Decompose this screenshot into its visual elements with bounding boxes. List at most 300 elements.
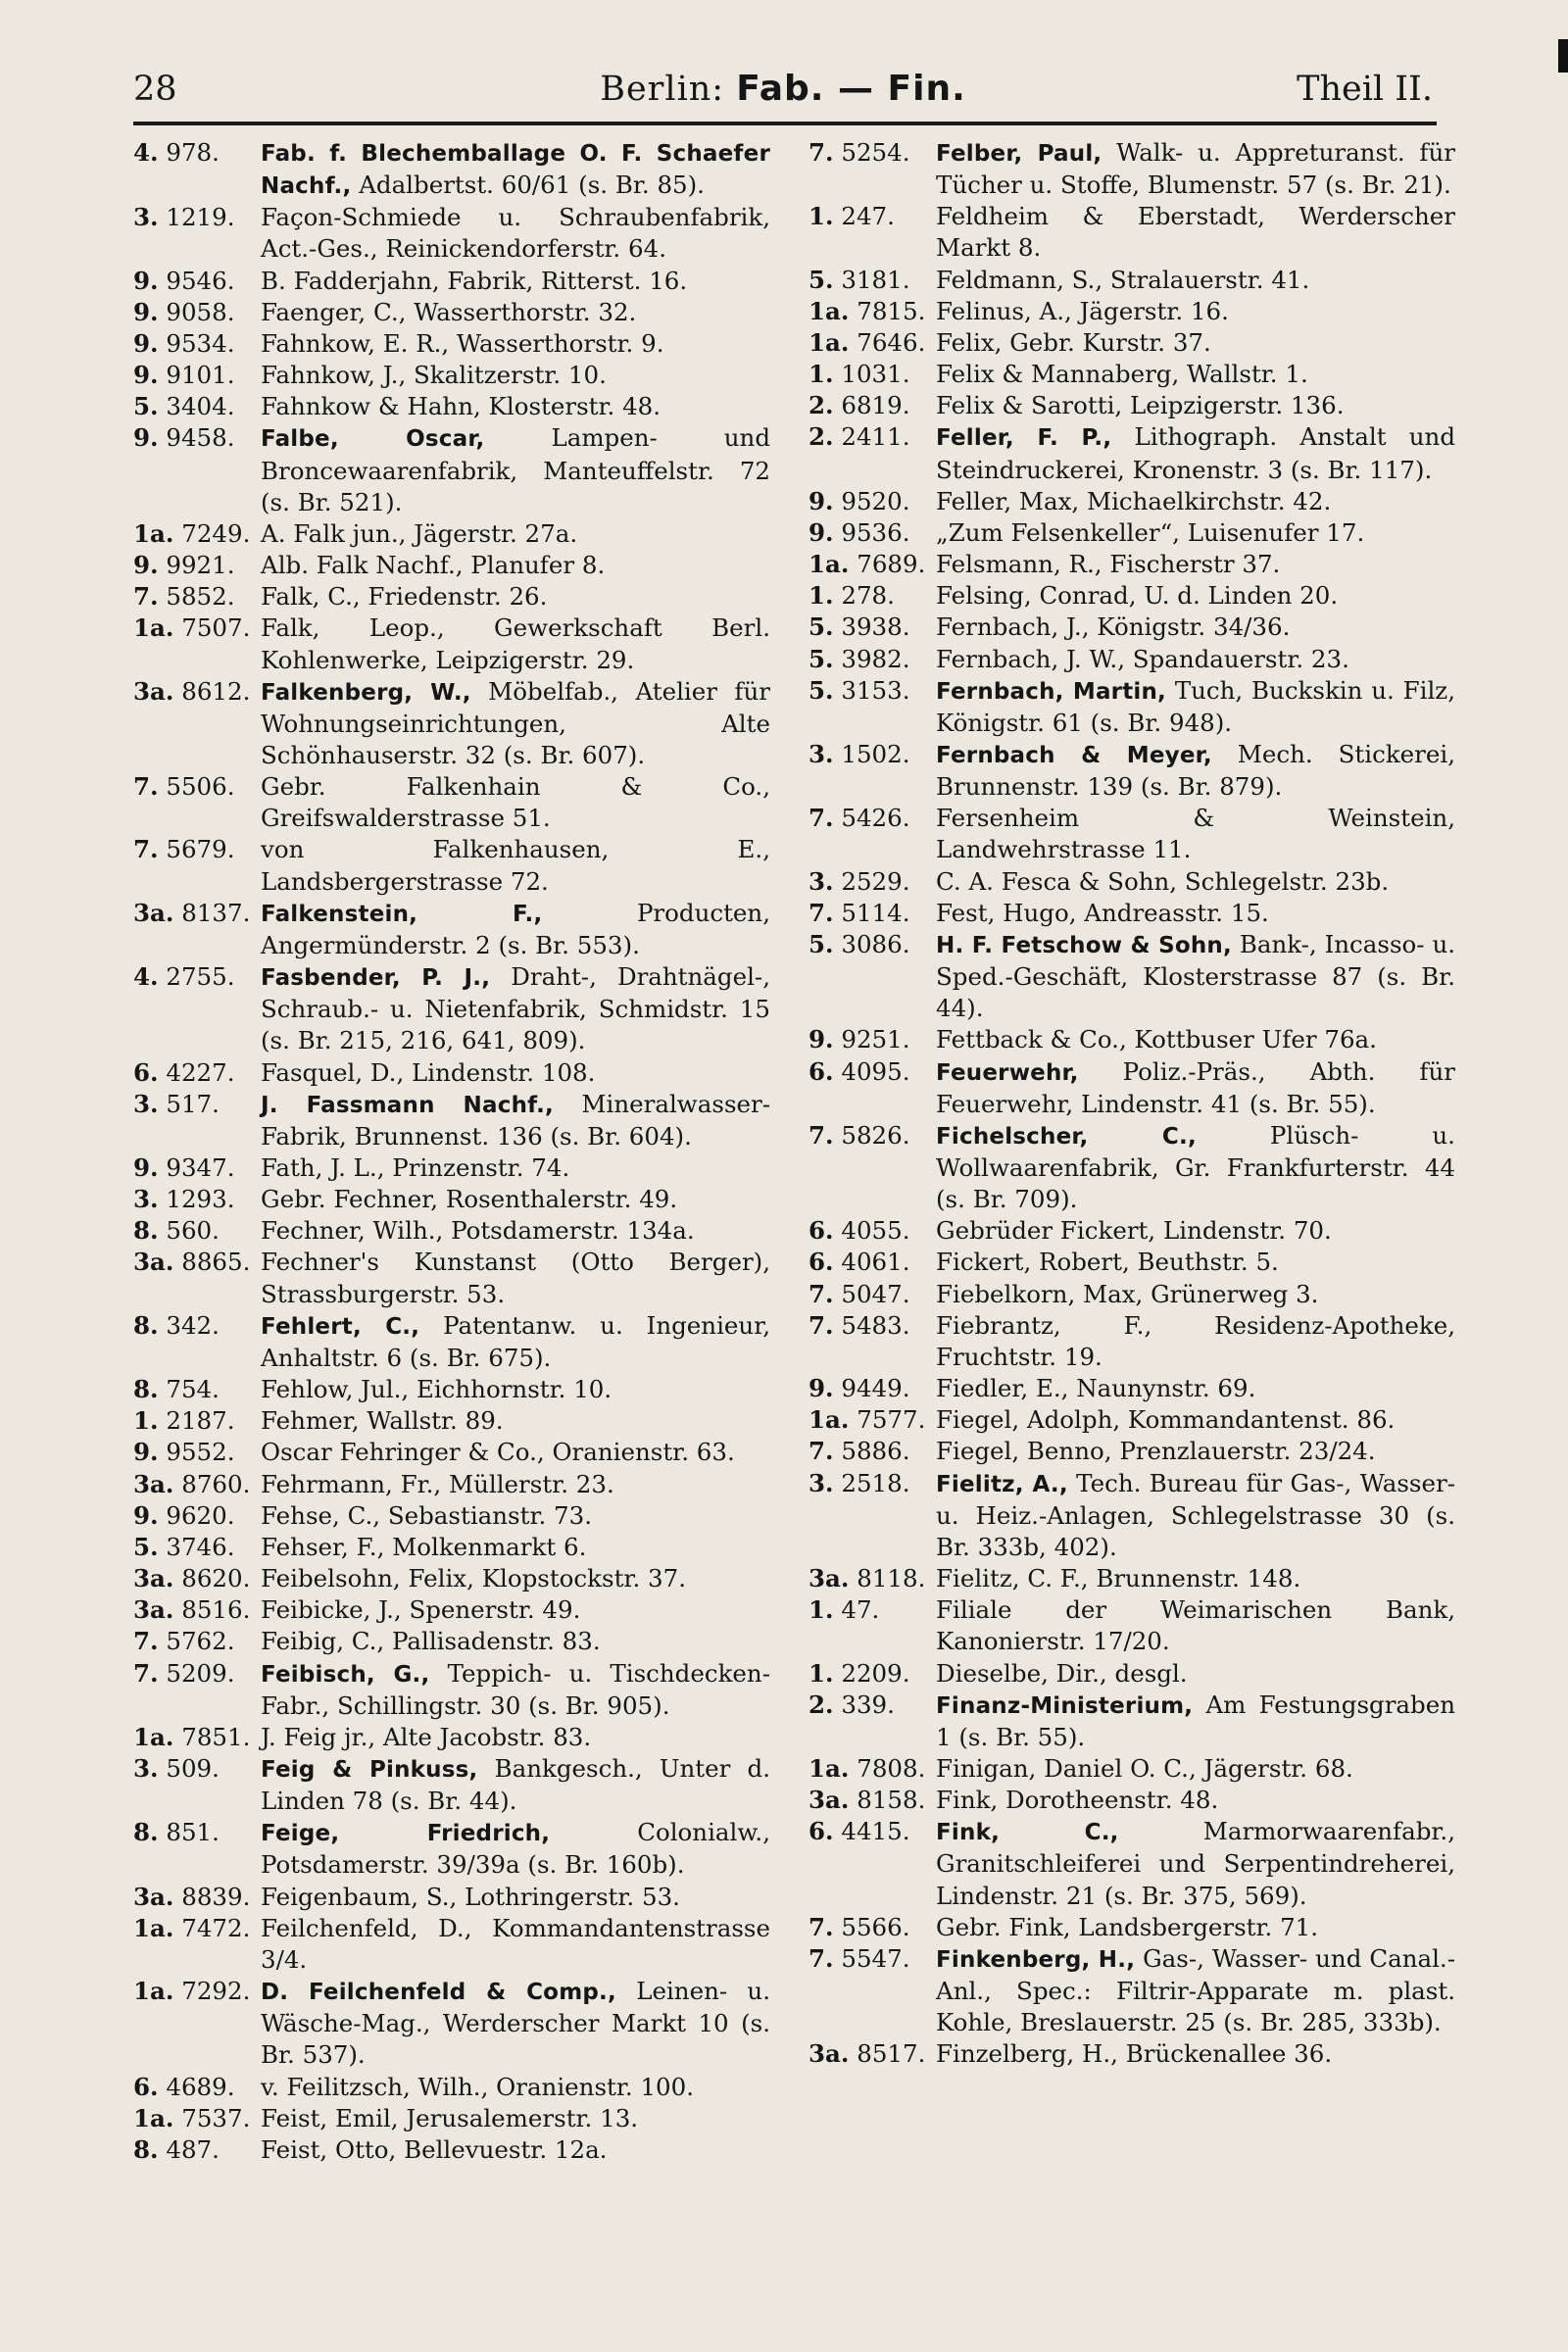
phone-number: 7507. xyxy=(181,613,251,643)
entry-details: Gebr. Fechner, Rosenthalerstr. 49. xyxy=(261,1185,678,1214)
running-title xyxy=(133,65,1433,114)
district-code: 7. xyxy=(133,835,159,864)
entry-number xyxy=(133,1437,253,1468)
phone-number: 9347. xyxy=(166,1153,235,1182)
entry-number xyxy=(133,1184,253,1215)
directory-entry xyxy=(133,1626,770,1657)
entry-details: Möbelfab., Atelier für Wohnungseinrichtungen, Alte Schönhauserstr. 32 (s. Br. 607). xyxy=(261,676,770,769)
part-label: Theil II. xyxy=(1297,70,1433,109)
entry-text xyxy=(936,1215,1455,1247)
entry-bold-name: Fichelscher, C., xyxy=(936,1123,1197,1150)
district-code: 7. xyxy=(808,1279,834,1308)
entry-number xyxy=(133,771,253,803)
entry-details: Falk, C., Friedenstr. 26. xyxy=(261,582,548,612)
directory-entry xyxy=(133,391,770,422)
entry-details: Fehrmann, Fr., Müllerstr. 23. xyxy=(261,1469,614,1498)
district-code: 1. xyxy=(808,581,834,611)
entry-details: Lampen- und Broncewaarenfabrik, Manteuffelstr. 72 (s. Br. 521). xyxy=(261,423,770,516)
entry-details: Feilchenfeld, D., Kommandantenstrasse 3/4. xyxy=(261,1913,770,1974)
entry-text xyxy=(261,1626,770,1657)
district-code: 7. xyxy=(808,898,834,927)
entry-details: Fiebelkorn, Max, Grünerweg 3. xyxy=(936,1279,1319,1308)
phone-number: 9251. xyxy=(841,1025,910,1054)
entry-text xyxy=(261,771,770,834)
entry-number xyxy=(133,1215,253,1247)
directory-entry xyxy=(133,2103,770,2134)
district-code: 3a. xyxy=(133,1595,174,1625)
district-code: 7. xyxy=(133,772,159,802)
entry-details: Felix, Gebr. Kurstr. 37. xyxy=(936,327,1211,357)
directory-entry xyxy=(133,328,770,360)
entry-details: v. Feilitzsch, Wilh., Oranienstr. 100. xyxy=(261,2072,695,2101)
entry-details: J. Feig jr., Alte Jacobstr. 83. xyxy=(261,1722,592,1751)
phone-number: 247. xyxy=(841,202,895,231)
entry-details: Feibelsohn, Felix, Klopstockstr. 37. xyxy=(261,1564,686,1593)
entry-text xyxy=(261,581,770,612)
district-code: 4. xyxy=(133,138,159,167)
entry-number xyxy=(133,518,253,550)
directory-entry xyxy=(808,201,1455,264)
directory-entry xyxy=(808,1436,1455,1467)
phone-number: 342. xyxy=(166,1310,220,1340)
entry-details: Walk- u. Appreturanst. für Tücher u. Stoffe, Blumenstr. 57 (s. Br. 21). xyxy=(936,138,1455,200)
entry-details: Faenger, C., Wasserthorstr. 32. xyxy=(261,297,637,326)
entry-number xyxy=(133,961,253,993)
entry-text xyxy=(261,2134,770,2166)
phone-number: 7292. xyxy=(181,1977,251,2006)
phone-number: 5762. xyxy=(166,1627,235,1656)
directory-entry xyxy=(808,1912,1455,1943)
entry-text xyxy=(936,580,1455,612)
directory-entry xyxy=(808,265,1455,296)
directory-entry xyxy=(133,1532,770,1563)
entry-text xyxy=(936,421,1455,485)
phone-number: 5426. xyxy=(841,804,910,833)
entry-text xyxy=(261,1913,770,1976)
phone-number: 509. xyxy=(166,1753,220,1783)
entry-details: Gebrüder Fickert, Lindenstr. 70. xyxy=(936,1216,1332,1246)
district-code: 6. xyxy=(133,1057,159,1087)
entry-details: Am Festungsgraben 1 (s. Br. 55). xyxy=(936,1690,1455,1751)
entry-details: Feibicke, J., Spenerstr. 49. xyxy=(261,1595,581,1625)
entry-text xyxy=(936,1594,1455,1657)
entry-number xyxy=(133,360,253,391)
directory-entry xyxy=(133,137,770,202)
entry-number xyxy=(808,327,928,359)
phone-number: 8839. xyxy=(181,1882,251,1911)
district-code: 9. xyxy=(808,517,834,547)
entry-text xyxy=(936,1279,1455,1310)
district-code: 7. xyxy=(133,1658,159,1688)
directory-entry xyxy=(808,1943,1455,2038)
phone-number: 7646. xyxy=(857,327,926,357)
entry-bold-name: Feuerwehr, xyxy=(936,1059,1079,1086)
entry-text xyxy=(261,1469,770,1500)
entry-details: Gas-, Wasser- und Canal.-Anl., Spec.: Filtrir-Apparate m. plast. Kohle, Breslauerstr. 25 (s. Br. 285, 333b). xyxy=(936,1943,1455,2037)
entry-number xyxy=(133,2072,253,2103)
district-code: 7. xyxy=(133,1627,159,1656)
phone-number: 4227. xyxy=(166,1057,235,1087)
directory-entry xyxy=(808,929,1455,1024)
district-code: 7. xyxy=(808,1912,834,1941)
page-edge-mark xyxy=(1558,39,1568,73)
phone-number: 3181. xyxy=(841,265,910,294)
district-code: 4. xyxy=(133,962,159,992)
entry-details: Gebr. Falkenhain & Co., Greifswalderstrasse 51. xyxy=(261,772,770,833)
entry-bold-name: Fehlert, C., xyxy=(261,1313,420,1340)
entry-bold-name: Fernbach, Martin, xyxy=(936,678,1166,705)
entry-text xyxy=(936,1120,1455,1215)
entry-number xyxy=(808,1056,928,1088)
district-code: 1. xyxy=(808,1595,834,1625)
entry-number xyxy=(808,1563,928,1594)
district-code: 2. xyxy=(808,391,834,420)
entry-text xyxy=(936,675,1455,739)
entry-text xyxy=(261,360,770,391)
entry-details: Feldheim & Eberstadt, Werderscher Markt 8. xyxy=(936,202,1455,263)
entry-details: Fettback & Co., Kottbuser Ufer 76a. xyxy=(936,1025,1377,1054)
phone-number: 1502. xyxy=(841,739,910,768)
district-code: 3a. xyxy=(133,676,174,706)
entry-number xyxy=(133,1913,253,1944)
directory-entry xyxy=(808,1816,1455,1911)
entry-details: Finzelberg, H., Brückenallee 36. xyxy=(936,2039,1333,2069)
entry-number xyxy=(133,1753,253,1785)
entry-details: Teppich- u. Tischdecken-Fabr., Schillingstr. 30 (s. Br. 905). xyxy=(261,1658,770,1720)
entry-number xyxy=(808,390,928,421)
directory-entry xyxy=(808,390,1455,421)
district-code: 5. xyxy=(808,675,834,705)
phone-number: 8612. xyxy=(181,676,251,706)
district-code: 7. xyxy=(808,804,834,833)
entry-number xyxy=(133,1310,253,1342)
phone-number: 5506. xyxy=(166,772,235,802)
entry-details: Felinus, A., Jägerstr. 16. xyxy=(936,296,1229,325)
district-code: 1a. xyxy=(808,327,850,357)
entry-details: Alb. Falk Nachf., Planufer 8. xyxy=(261,551,606,580)
entry-number xyxy=(133,898,253,929)
phone-number: 4415. xyxy=(841,1817,910,1846)
district-code: 9. xyxy=(808,486,834,515)
entry-number xyxy=(808,1404,928,1436)
entry-number xyxy=(133,1563,253,1594)
entry-details: Façon-Schmiede u. Schraubenfabrik, Act.-Ges., Reinickendorferstr. 64. xyxy=(261,203,770,264)
directory-entry xyxy=(808,1024,1455,1055)
directory-entry xyxy=(133,771,770,834)
district-code: 5. xyxy=(133,1532,159,1561)
district-code: 8. xyxy=(133,1818,159,1847)
directory-entry xyxy=(133,518,770,550)
entry-text xyxy=(261,550,770,581)
phone-number: 2518. xyxy=(841,1468,910,1497)
directory-entry xyxy=(808,549,1455,580)
entry-text xyxy=(261,1532,770,1563)
directory-entry xyxy=(808,1690,1455,1753)
entry-number xyxy=(133,550,253,581)
directory-entry xyxy=(133,1882,770,1913)
entry-number xyxy=(808,2038,928,2070)
directory-entry xyxy=(808,1594,1455,1657)
entry-text xyxy=(261,1057,770,1089)
district-code: 3a. xyxy=(808,1564,850,1593)
phone-number: 1293. xyxy=(166,1185,235,1214)
district-code: 6. xyxy=(808,1216,834,1246)
entry-text xyxy=(261,328,770,360)
entry-text xyxy=(936,1056,1455,1120)
entry-details: Bank-, Incasso- u. Sped.-Geschäft, Klosterstrasse 87 (s. Br. 44). xyxy=(936,929,1456,1023)
entry-number xyxy=(133,1374,253,1405)
entry-number xyxy=(808,580,928,612)
entry-number xyxy=(133,1658,253,1690)
entry-number xyxy=(133,1469,253,1500)
directory-entry xyxy=(133,1658,770,1722)
phone-number: 5679. xyxy=(166,835,235,864)
phone-number: 3746. xyxy=(166,1532,235,1561)
directory-entry xyxy=(808,1215,1455,1247)
district-code: 1a. xyxy=(133,1977,174,2006)
district-code: 6. xyxy=(133,2072,159,2101)
entry-details: von Falkenhausen, E., Landsbergerstrasse 72. xyxy=(261,835,770,896)
district-code: 3. xyxy=(133,1185,159,1214)
district-code: 9. xyxy=(133,297,159,326)
district-code: 1. xyxy=(133,1406,159,1436)
entry-number xyxy=(808,517,928,549)
entry-number xyxy=(808,296,928,327)
entry-text xyxy=(261,1976,770,2071)
entry-text xyxy=(261,137,770,202)
entry-text xyxy=(936,1373,1455,1404)
district-code: 9. xyxy=(133,1153,159,1182)
entry-details: A. Falk jun., Jägerstr. 27a. xyxy=(261,518,578,548)
district-code: 6. xyxy=(808,1056,834,1086)
entry-text xyxy=(936,1436,1455,1467)
entry-text xyxy=(936,612,1455,643)
directory-entry xyxy=(133,1089,770,1152)
entry-number xyxy=(808,644,928,675)
entry-details: Fersenheim & Weinstein, Landwehrstrasse 11. xyxy=(936,804,1455,864)
directory-entry xyxy=(133,1152,770,1184)
entry-bold-name: H. F. Fetschow & Sohn, xyxy=(936,932,1232,958)
entry-details: Fahnkow, J., Skalitzerstr. 10. xyxy=(261,361,607,390)
entry-bold-name: Falbe, Oscar, xyxy=(261,426,485,453)
phone-number: 5566. xyxy=(841,1912,910,1941)
entry-number xyxy=(133,1626,253,1657)
entry-number xyxy=(808,1816,928,1847)
entry-bold-name: J. Fassmann Nachf., xyxy=(261,1092,554,1118)
entry-text xyxy=(936,1024,1455,1055)
directory-entry xyxy=(808,1753,1455,1785)
entry-text xyxy=(261,1215,770,1247)
phone-number: 2529. xyxy=(841,866,910,896)
phone-number: 4689. xyxy=(166,2072,235,2101)
entry-text xyxy=(936,327,1455,359)
district-code: 1a. xyxy=(133,613,174,643)
phone-number: 8620. xyxy=(181,1564,251,1593)
directory-entry xyxy=(133,1405,770,1437)
entry-text xyxy=(261,2103,770,2134)
phone-number: 5254. xyxy=(841,138,910,167)
right-column xyxy=(808,137,1455,2071)
entry-details: Lithograph. Anstalt und Steindruckerei, Kronenstr. 3 (s. Br. 117). xyxy=(936,422,1456,484)
entry-bold-name: Fielitz, A., xyxy=(936,1471,1068,1497)
phone-number: 7689. xyxy=(857,550,926,579)
entry-number xyxy=(808,1753,928,1785)
directory-entry xyxy=(133,676,770,771)
phone-number: 5826. xyxy=(841,1120,910,1150)
entry-details: Fehlow, Jul., Eichhornstr. 10. xyxy=(261,1375,612,1404)
district-code: 3a. xyxy=(808,1786,850,1815)
entry-bold-name: Finkenberg, H., xyxy=(936,1946,1136,1973)
directory-entry xyxy=(808,739,1455,803)
phone-number: 978. xyxy=(166,138,220,167)
entry-text xyxy=(936,929,1455,1024)
phone-number: 9534. xyxy=(166,328,235,358)
entry-text xyxy=(936,296,1455,327)
district-code: 7. xyxy=(808,1437,834,1466)
entry-number xyxy=(133,2103,253,2134)
phone-number: 8517. xyxy=(857,2039,926,2069)
directory-entry xyxy=(133,898,770,961)
entry-details: Feist, Emil, Jerusalemerstr. 13. xyxy=(261,2103,639,2132)
district-code: 9. xyxy=(808,1374,834,1403)
entry-text xyxy=(261,1882,770,1913)
directory-entry xyxy=(808,866,1455,898)
entry-text xyxy=(936,1912,1455,1943)
phone-number: 3982. xyxy=(841,644,910,673)
entry-text xyxy=(261,898,770,961)
entry-number xyxy=(808,1785,928,1816)
phone-number: 2755. xyxy=(166,962,235,992)
entry-number xyxy=(808,359,928,390)
directory-entry xyxy=(133,1469,770,1500)
entry-text xyxy=(936,898,1455,929)
district-code: 9. xyxy=(133,328,159,358)
directory-entry xyxy=(808,359,1455,390)
entry-number xyxy=(808,1373,928,1404)
entry-text xyxy=(261,1722,770,1753)
entry-details: Leinen- u. Wäsche-Mag., Werderscher Markt 10 (s. Br. 537). xyxy=(261,1977,771,2070)
phone-number: 2209. xyxy=(841,1658,910,1688)
directory-entry xyxy=(133,1563,770,1594)
entry-text xyxy=(261,1500,770,1532)
entry-text xyxy=(261,1405,770,1437)
district-code: 9. xyxy=(133,1438,159,1467)
entry-text xyxy=(261,422,770,517)
phone-number: 2411. xyxy=(841,422,910,452)
entry-bold-name: Finanz-Ministerium, xyxy=(936,1692,1194,1719)
entry-bold-name: Falkenberg, W., xyxy=(261,679,471,706)
district-code: 7. xyxy=(808,1310,834,1340)
entry-bold-name: Falkenstein, F., xyxy=(261,901,543,927)
entry-number xyxy=(808,421,928,453)
directory-entry xyxy=(133,612,770,675)
entry-text xyxy=(936,739,1455,803)
district-code: 1. xyxy=(808,202,834,231)
entry-number xyxy=(133,1594,253,1626)
entry-text xyxy=(936,1690,1455,1753)
entry-details: Draht-, Drahtnägel-, Schraub.- u. Nietenfabrik, Schmidstr. 15 (s. Br. 215, 216, 641, 809). xyxy=(261,962,770,1055)
directory-entry xyxy=(133,550,770,581)
district-code: 1a. xyxy=(808,550,850,579)
entry-text xyxy=(261,1658,770,1722)
entry-bold-name: Feibisch, G., xyxy=(261,1661,430,1688)
entry-details: Fiedler, E., Naunynstr. 69. xyxy=(936,1374,1256,1403)
entry-text xyxy=(261,1594,770,1626)
entry-details: „Zum Felsenkeller“, Luisenufer 17. xyxy=(936,517,1365,547)
district-code: 9. xyxy=(133,361,159,390)
entry-details: Felix & Mannaberg, Wallstr. 1. xyxy=(936,360,1308,389)
district-code: 3. xyxy=(808,739,834,768)
directory-entry xyxy=(133,2134,770,2166)
phone-number: 3404. xyxy=(166,392,235,421)
phone-number: 47. xyxy=(841,1595,880,1625)
entry-number xyxy=(808,612,928,643)
phone-number: 9536. xyxy=(841,517,910,547)
district-code: 1a. xyxy=(808,296,850,325)
directory-entry xyxy=(133,1753,770,1817)
district-code: 5. xyxy=(808,929,834,958)
phone-number: 8158. xyxy=(857,1786,926,1815)
entry-details: Tech. Bureau für Gas-, Wasser- u. Heiz.-Anlagen, Schlegelstrasse 30 (s. Br. 333b, 402). xyxy=(936,1468,1455,1561)
phone-number: 7851. xyxy=(181,1722,251,1751)
directory-entry xyxy=(808,296,1455,327)
entry-details: Feldmann, S., Stralauerstr. 41. xyxy=(936,265,1310,294)
phone-number: 9921. xyxy=(166,551,235,580)
entry-number xyxy=(133,1152,253,1184)
phone-number: 3153. xyxy=(841,675,910,705)
phone-number: 9620. xyxy=(166,1500,235,1530)
entry-number xyxy=(133,2134,253,2166)
entry-number xyxy=(133,1817,253,1848)
directory-entry xyxy=(808,1468,1455,1563)
directory-entry xyxy=(133,266,770,297)
phone-number: 7808. xyxy=(857,1753,926,1783)
district-code: 3. xyxy=(133,203,159,232)
directory-entry xyxy=(808,517,1455,549)
entry-number xyxy=(808,1215,928,1247)
phone-number: 487. xyxy=(166,2134,220,2164)
district-code: 5. xyxy=(808,612,834,642)
entry-text xyxy=(261,2072,770,2103)
entry-number xyxy=(133,1500,253,1532)
phone-number: 9520. xyxy=(841,486,910,515)
entry-number xyxy=(808,675,928,707)
entry-bold-name: Feller, F. P., xyxy=(936,425,1112,452)
entry-details: Fehser, F., Molkenmarkt 6. xyxy=(261,1532,587,1561)
entry-details: Patentanw. u. Ingenieur, Anhaltstr. 6 (s. Br. 675). xyxy=(261,1310,770,1372)
phone-number: 7249. xyxy=(181,518,251,548)
entry-number xyxy=(133,834,253,865)
entry-text xyxy=(936,1658,1455,1690)
entry-number xyxy=(808,137,928,169)
entry-text xyxy=(261,266,770,297)
entry-details: Feibig, C., Pallisadenstr. 83. xyxy=(261,1627,601,1656)
district-code: 1a. xyxy=(133,2103,174,2132)
district-code: 3a. xyxy=(133,898,174,927)
directory-entry xyxy=(808,1310,1455,1373)
entry-text xyxy=(261,297,770,328)
district-code: 1. xyxy=(808,360,834,389)
entry-text xyxy=(936,549,1455,580)
entry-number xyxy=(808,1468,928,1499)
entry-details: Falk, Leop., Gewerkschaft Berl. Kohlenwerke, Leipzigerstr. 29. xyxy=(261,613,770,674)
district-code: 1a. xyxy=(808,1405,850,1435)
entry-text xyxy=(936,2038,1455,2070)
directory-entry xyxy=(133,581,770,612)
directory-entry xyxy=(133,297,770,328)
entry-text xyxy=(936,1563,1455,1594)
directory-entry xyxy=(808,612,1455,643)
